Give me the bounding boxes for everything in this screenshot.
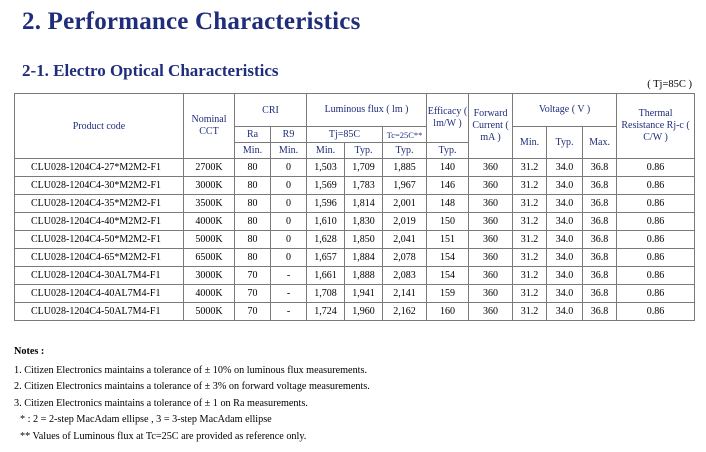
header-flux-typ: Typ. [345, 143, 383, 159]
voltage-typ-cell: 34.0 [547, 177, 583, 195]
thermal-resistance-cell: 0.86 [617, 267, 695, 285]
efficacy-typ-cell: 151 [427, 231, 469, 249]
flux-tc-typ-cell: 1,967 [383, 177, 427, 195]
voltage-max-cell: 36.8 [583, 249, 617, 267]
thermal-resistance-cell: 0.86 [617, 303, 695, 321]
forward-current-cell: 360 [469, 159, 513, 177]
efficacy-typ-cell: 154 [427, 267, 469, 285]
efficacy-typ-cell: 146 [427, 177, 469, 195]
product-code-cell: CLU028-1204C4-50AL7M4-F1 [15, 303, 184, 321]
ra-value-cell: 70 [235, 285, 271, 303]
forward-current-cell: 360 [469, 195, 513, 213]
ra-value-cell: 80 [235, 249, 271, 267]
flux-min-cell: 1,661 [307, 267, 345, 285]
product-code-cell: CLU028-1204C4-30*M2M2-F1 [15, 177, 184, 195]
note-double-asterisk: ** Values of Luminous flux at Tc=25C are provided as reference only. [20, 430, 307, 442]
header-ra: Ra [235, 127, 271, 143]
voltage-typ-cell: 34.0 [547, 267, 583, 285]
product-code-cell: CLU028-1204C4-35*M2M2-F1 [15, 195, 184, 213]
voltage-typ-cell: 34.0 [547, 303, 583, 321]
ra-value-cell: 70 [235, 267, 271, 285]
efficacy-typ-cell: 150 [427, 213, 469, 231]
forward-current-cell: 360 [469, 213, 513, 231]
thermal-resistance-cell: 0.86 [617, 231, 695, 249]
table-row [15, 177, 695, 195]
voltage-typ-cell: 34.0 [547, 159, 583, 177]
flux-tc-typ-cell: 2,019 [383, 213, 427, 231]
ra-value-cell: 80 [235, 213, 271, 231]
voltage-min-cell: 31.2 [513, 267, 547, 285]
flux-tc-typ-cell: 2,141 [383, 285, 427, 303]
voltage-typ-cell: 34.0 [547, 231, 583, 249]
table-row [15, 159, 695, 177]
header-tc25: Tc=25C** [383, 127, 427, 143]
voltage-min-cell: 31.2 [513, 195, 547, 213]
flux-min-cell: 1,596 [307, 195, 345, 213]
voltage-min-cell: 31.2 [513, 159, 547, 177]
flux-typ-cell: 1,709 [345, 159, 383, 177]
note-1: 1. Citizen Electronics maintains a tolerance of ± 10% on luminous flux measurements. [14, 364, 368, 376]
subsection-title: 2-1. Electro Optical Characteristics [22, 61, 279, 80]
table-row [15, 195, 695, 213]
flux-min-cell: 1,628 [307, 231, 345, 249]
nominal-cct-cell: 5000K [184, 303, 235, 321]
voltage-typ-cell: 34.0 [547, 285, 583, 303]
product-code-cell: CLU028-1204C4-40*M2M2-F1 [15, 213, 184, 231]
voltage-typ-cell: 34.0 [547, 213, 583, 231]
forward-current-cell: 360 [469, 249, 513, 267]
header-voltage-max: Max. [583, 127, 617, 159]
thermal-resistance-cell: 0.86 [617, 285, 695, 303]
voltage-max-cell: 36.8 [583, 159, 617, 177]
flux-typ-cell: 1,814 [345, 195, 383, 213]
flux-typ-cell: 1,941 [345, 285, 383, 303]
flux-typ-cell: 1,884 [345, 249, 383, 267]
header-voltage-min: Min. [513, 127, 547, 159]
nominal-cct-cell: 5000K [184, 231, 235, 249]
voltage-min-cell: 31.2 [513, 213, 547, 231]
table-row [15, 249, 695, 267]
nominal-cct-cell: 4000K [184, 285, 235, 303]
forward-current-cell: 360 [469, 303, 513, 321]
r9-value-cell: 0 [271, 159, 307, 177]
efficacy-typ-cell: 160 [427, 303, 469, 321]
voltage-min-cell: 31.2 [513, 303, 547, 321]
voltage-typ-cell: 34.0 [547, 195, 583, 213]
table-row [15, 285, 695, 303]
nominal-cct-cell: 6500K [184, 249, 235, 267]
efficacy-typ-cell: 159 [427, 285, 469, 303]
voltage-max-cell: 36.8 [583, 195, 617, 213]
voltage-min-cell: 31.2 [513, 249, 547, 267]
flux-min-cell: 1,503 [307, 159, 345, 177]
r9-value-cell: - [271, 267, 307, 285]
electro-optical-table [14, 93, 695, 321]
r9-value-cell: 0 [271, 195, 307, 213]
note-asterisk: * : 2 = 2-step MacAdam ellipse , 3 = 3-step MacAdam ellipse [20, 414, 272, 425]
flux-typ-cell: 1,850 [345, 231, 383, 249]
table-row [15, 303, 695, 321]
forward-current-cell: 360 [469, 285, 513, 303]
voltage-typ-cell: 34.0 [547, 249, 583, 267]
r9-value-cell: - [271, 303, 307, 321]
ra-value-cell: 80 [235, 159, 271, 177]
r9-value-cell: 0 [271, 231, 307, 249]
flux-typ-cell: 1,783 [345, 177, 383, 195]
nominal-cct-cell: 3000K [184, 267, 235, 285]
product-code-cell: CLU028-1204C4-50*M2M2-F1 [15, 231, 184, 249]
efficacy-typ-cell: 140 [427, 159, 469, 177]
r9-value-cell: 0 [271, 213, 307, 231]
table-row [15, 213, 695, 231]
r9-value-cell: - [271, 285, 307, 303]
voltage-min-cell: 31.2 [513, 177, 547, 195]
header-ra-min: Min. [235, 143, 271, 159]
ra-value-cell: 80 [235, 195, 271, 213]
thermal-resistance-cell: 0.86 [617, 249, 695, 267]
voltage-min-cell: 31.2 [513, 231, 547, 249]
flux-typ-cell: 1,888 [345, 267, 383, 285]
forward-current-cell: 360 [469, 231, 513, 249]
efficacy-typ-cell: 154 [427, 249, 469, 267]
notes-heading: Notes : [14, 346, 45, 357]
flux-tc-typ-cell: 1,885 [383, 159, 427, 177]
voltage-max-cell: 36.8 [583, 267, 617, 285]
thermal-resistance-cell: 0.86 [617, 159, 695, 177]
header-thermal-resistance: Thermal Resistance Rj-c ( C/W ) [617, 94, 695, 159]
flux-tc-typ-cell: 2,078 [383, 249, 427, 267]
flux-min-cell: 1,708 [307, 285, 345, 303]
product-code-cell: CLU028-1204C4-40AL7M4-F1 [15, 285, 184, 303]
header-luminous-flux: Luminous flux ( lm ) [307, 94, 427, 127]
ra-value-cell: 80 [235, 231, 271, 249]
voltage-min-cell: 31.2 [513, 285, 547, 303]
header-flux-min: Min. [307, 143, 345, 159]
notes [14, 344, 370, 445]
flux-min-cell: 1,610 [307, 213, 345, 231]
header-flux-tc-typ: Typ. [383, 143, 427, 159]
table-row [15, 231, 695, 249]
note-3: 3. Citizen Electronics maintains a tolerance of ± 1 on Ra measurements. [14, 397, 308, 409]
header-cri: CRI [235, 94, 307, 127]
test-condition: ( Tj=85C ) [647, 79, 692, 90]
nominal-cct-cell: 3500K [184, 195, 235, 213]
thermal-resistance-cell: 0.86 [617, 195, 695, 213]
flux-tc-typ-cell: 2,162 [383, 303, 427, 321]
note-2: 2. Citizen Electronics maintains a tolerance of ± 3% on forward voltage measurements. [14, 381, 370, 392]
r9-value-cell: 0 [271, 177, 307, 195]
ra-value-cell: 80 [235, 177, 271, 195]
nominal-cct-cell: 2700K [184, 159, 235, 177]
header-forward-current: Forward Current ( mA ) [469, 94, 513, 159]
header-nominal-cct: Nominal CCT [184, 94, 235, 159]
header-efficacy: Efficacy ( lm/W ) [427, 94, 469, 143]
flux-tc-typ-cell: 2,041 [383, 231, 427, 249]
nominal-cct-cell: 3000K [184, 177, 235, 195]
ra-value-cell: 70 [235, 303, 271, 321]
voltage-max-cell: 36.8 [583, 231, 617, 249]
flux-tc-typ-cell: 2,083 [383, 267, 427, 285]
flux-typ-cell: 1,830 [345, 213, 383, 231]
header-voltage-typ: Typ. [547, 127, 583, 159]
voltage-max-cell: 36.8 [583, 177, 617, 195]
product-code-cell: CLU028-1204C4-30AL7M4-F1 [15, 267, 184, 285]
voltage-max-cell: 36.8 [583, 303, 617, 321]
flux-min-cell: 1,569 [307, 177, 345, 195]
flux-min-cell: 1,657 [307, 249, 345, 267]
r9-value-cell: 0 [271, 249, 307, 267]
header-voltage: Voltage ( V ) [513, 94, 617, 127]
header-r9-min: Min. [271, 143, 307, 159]
voltage-max-cell: 36.8 [583, 213, 617, 231]
product-code-cell: CLU028-1204C4-65*M2M2-F1 [15, 249, 184, 267]
flux-tc-typ-cell: 2,001 [383, 195, 427, 213]
nominal-cct-cell: 4000K [184, 213, 235, 231]
voltage-max-cell: 36.8 [583, 285, 617, 303]
forward-current-cell: 360 [469, 177, 513, 195]
thermal-resistance-cell: 0.86 [617, 213, 695, 231]
efficacy-typ-cell: 148 [427, 195, 469, 213]
forward-current-cell: 360 [469, 267, 513, 285]
section-title: 2. Performance Characteristics [22, 8, 361, 35]
header-efficacy-typ: Typ. [427, 143, 469, 159]
product-code-cell: CLU028-1204C4-27*M2M2-F1 [15, 159, 184, 177]
header-r9: R9 [271, 127, 307, 143]
flux-typ-cell: 1,960 [345, 303, 383, 321]
header-tj85: Tj=85C [307, 127, 383, 143]
table-row [15, 267, 695, 285]
table-body [15, 159, 695, 321]
header-product-code: Product code [15, 94, 184, 159]
flux-min-cell: 1,724 [307, 303, 345, 321]
thermal-resistance-cell: 0.86 [617, 177, 695, 195]
